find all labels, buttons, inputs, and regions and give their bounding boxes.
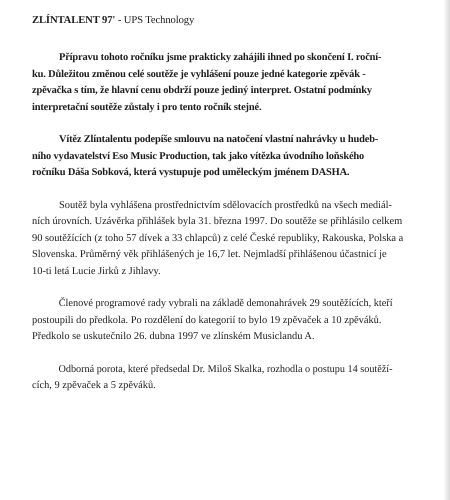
paragraph-line: Vítěz Zlíntalentu podepíše smlouvu na natočení vlastní nahrávky u hudeb- bbox=[59, 134, 379, 145]
paragraph-line: Přípravu tohoto ročníku jsme prakticky zahájili ihned po skončení I. roční- bbox=[59, 52, 382, 63]
paragraph-line: ních úrovních. Uzávěrka přihlášek byla 31. března 1997. Do soutěže se přihlásilo celkem bbox=[32, 216, 403, 227]
paragraph-line: Soutěž byla vyhlášena prostřednictvím sdělovacích prostředků na všech mediál- bbox=[59, 199, 392, 211]
paragraph-line: postoupili do předkola. Po rozdělení do kategorií to bylo 19 zpěvaček a 10 zpěváků. bbox=[32, 314, 382, 326]
spacer bbox=[32, 346, 420, 362]
paragraph-line: Odborná porota, které předsedal Dr. Miloš Skalka, rozhodla o postupu 14 soutěží- bbox=[58, 363, 393, 375]
paragraph-line: Slovenska. Průměrný věk přihlášených je 16,7 let. Nejmladší přihlášenou účastnicí je bbox=[32, 249, 387, 260]
paragraph-4 bbox=[32, 296, 420, 346]
spacer bbox=[32, 182, 420, 198]
paragraph-1 bbox=[32, 50, 420, 116]
paragraph-2 bbox=[32, 132, 420, 182]
paragraph-line: 10-ti letá Lucie Jirků z Jihlavy. bbox=[32, 265, 161, 277]
paragraph-line: 90 soutěžících (z toho 57 dívek a 33 chlapců) z celé České republiky, Rakouska, Polska a bbox=[32, 232, 404, 244]
spacer bbox=[32, 36, 420, 50]
spacer bbox=[32, 280, 420, 296]
heading-title: ZLÍNTALENT 97' bbox=[32, 15, 118, 26]
page-edge-shadow bbox=[444, 0, 450, 500]
paragraph-5 bbox=[32, 362, 420, 395]
paragraph-line: zpěvačka s tím, že hlavní cenu obdrží pouze jediný interpret. Ostatní podmínky bbox=[32, 85, 372, 96]
paragraph-line: Členové programové rady vybrali na základě demonahrávek 29 soutěžících, kteří bbox=[58, 298, 393, 309]
spacer bbox=[32, 116, 420, 132]
heading-subtitle: - UPS Technology bbox=[117, 15, 195, 26]
paragraph-line: Předkolo se uskutečnilo 26. dubna 1997 ve zlínském Musiclandu A. bbox=[32, 331, 315, 342]
paragraph-line: ročníku Dáša Sobková, která vystupuje pod uměleckým jménem DASHA. bbox=[32, 167, 350, 178]
paragraph-3 bbox=[32, 198, 420, 281]
paragraph-line: interpretační soutěže zůstaly i pro tento ročník stejné. bbox=[32, 101, 262, 113]
paragraph-line: cích, 9 zpěvaček a 5 zpěváků. bbox=[32, 380, 156, 391]
paragraph-line: ku. Důležitou změnou celé soutěže je vyhlášení pouze jedné kategorie zpěvák - bbox=[32, 68, 366, 80]
document-heading bbox=[32, 14, 420, 28]
paragraph-line: ního vydavatelství Eso Music Production, tak jako vítězka úvodního loňského bbox=[32, 150, 365, 162]
